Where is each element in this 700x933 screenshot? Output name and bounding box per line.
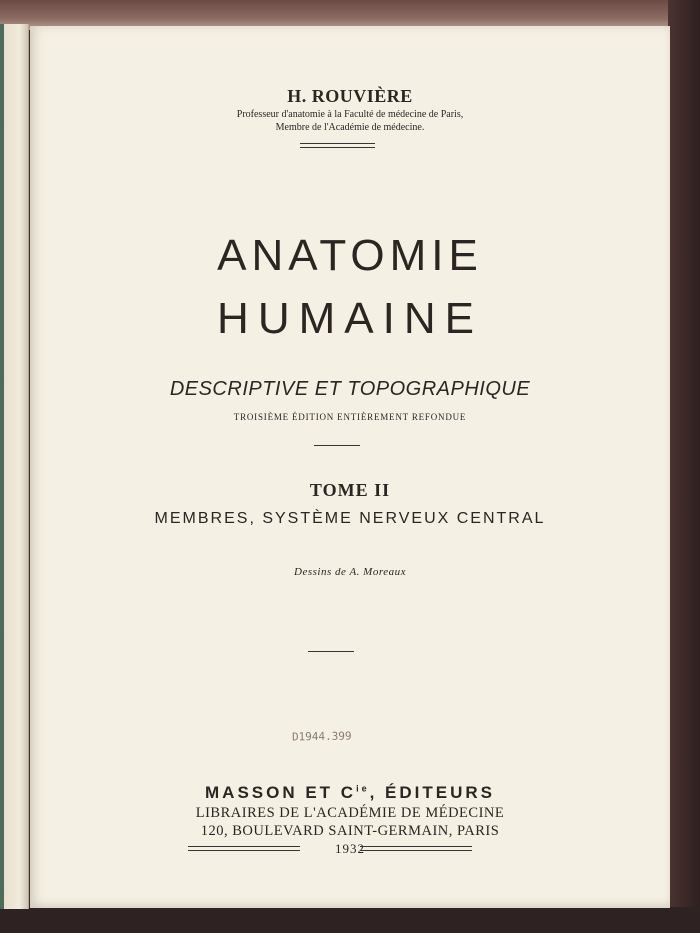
library-stamp: D1944.399 bbox=[291, 729, 352, 744]
year-rule-right bbox=[360, 846, 472, 851]
publisher-prefix: MASSON ET C bbox=[205, 783, 357, 802]
book-title-line2: HUMAINE bbox=[217, 294, 483, 343]
book-right-edge bbox=[668, 0, 700, 933]
facing-page bbox=[0, 24, 29, 909]
binding-strip bbox=[0, 24, 4, 909]
publisher-name bbox=[30, 783, 670, 803]
double-rule-divider bbox=[300, 143, 375, 148]
author-affiliation-line1: Professeur d'anatomie à la Faculté de médecine de Paris, bbox=[236, 109, 464, 120]
author-name: H. ROUVIÈRE bbox=[287, 86, 413, 106]
volume-topic: MEMBRES, SYSTÈME NERVEUX CENTRAL bbox=[154, 510, 546, 527]
publisher-suffix: , ÉDITEURS bbox=[369, 783, 495, 802]
rule-divider bbox=[308, 651, 354, 652]
title-page bbox=[30, 26, 670, 908]
publisher-address: 120, BOULEVARD SAINT-GERMAIN, PARIS bbox=[200, 823, 500, 839]
book-title-line1: ANATOMIE bbox=[217, 231, 483, 280]
rule-divider bbox=[314, 445, 360, 446]
edition-statement: TROISIÈME ÉDITION ENTIÈREMENT REFONDUE bbox=[233, 412, 467, 422]
publisher-superscript: ie bbox=[356, 783, 370, 794]
book-subtitle: DESCRIPTIVE ET TOPOGRAPHIQUE bbox=[169, 378, 531, 400]
publisher-line2: LIBRAIRES DE L'ACADÉMIE DE MÉDECINE bbox=[195, 805, 505, 821]
author-affiliation-line2: Membre de l'Académie de médecine. bbox=[275, 122, 425, 133]
book-bottom-edge bbox=[0, 907, 700, 933]
volume-number: TOME II bbox=[309, 480, 391, 500]
publication-year: 1932 bbox=[335, 841, 365, 856]
illustrator-credit: Dessins de A. Moreaux bbox=[294, 566, 406, 578]
